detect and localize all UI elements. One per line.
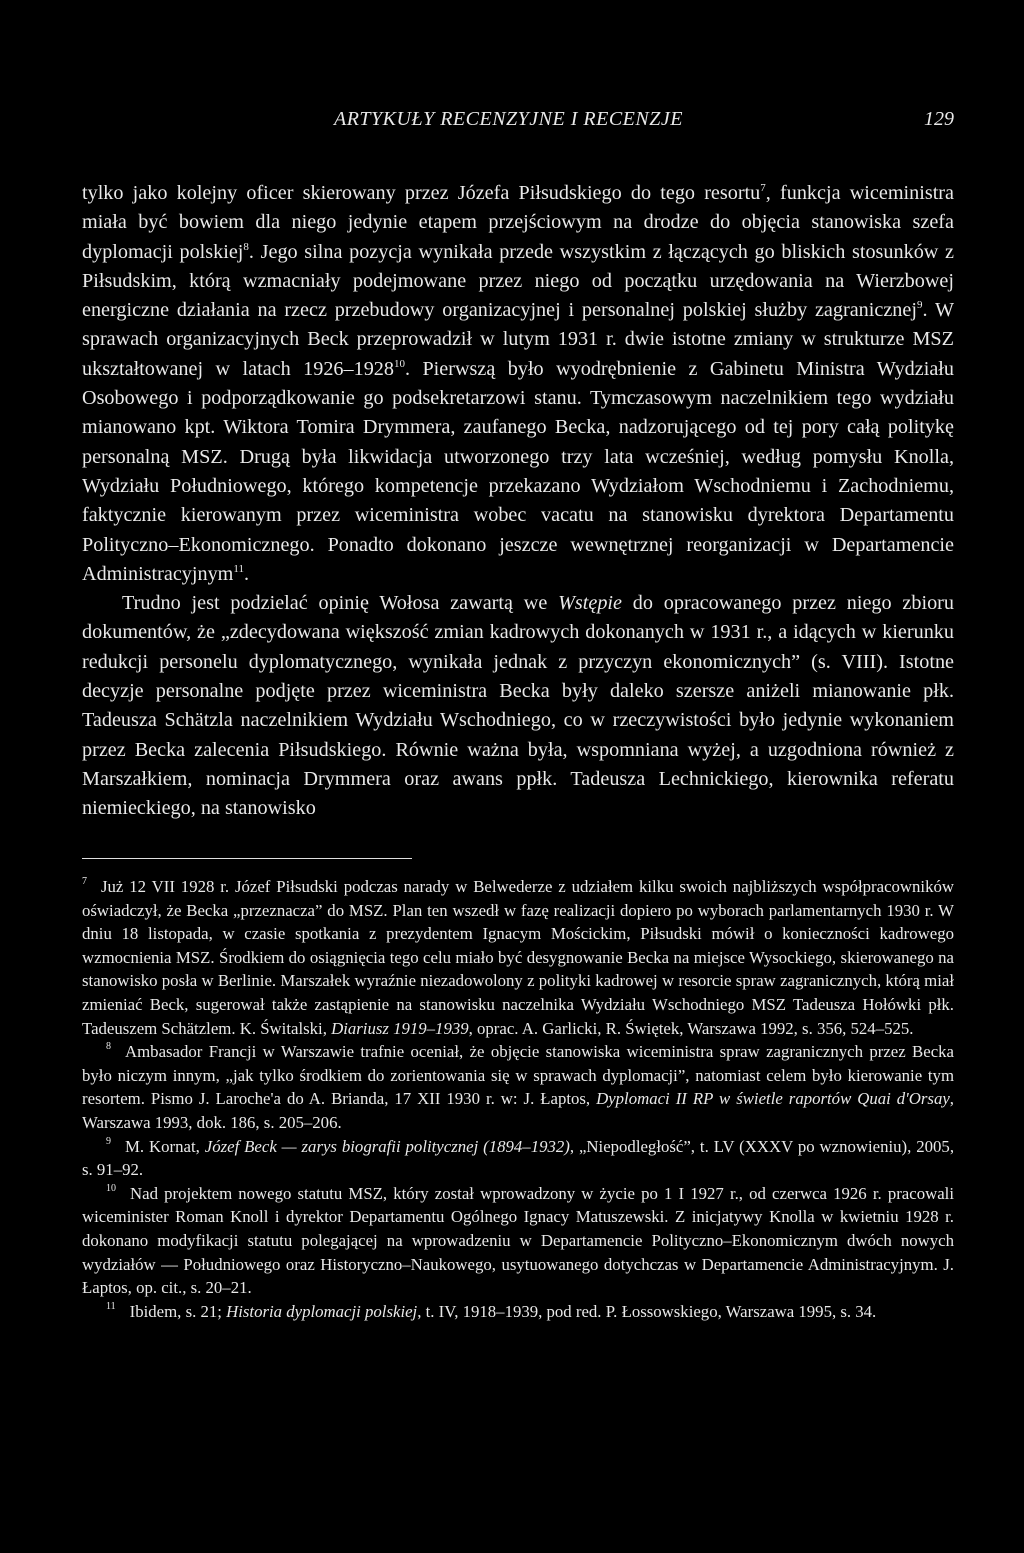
text-run: , funkcja wiceministra miała być bowiem dla niego jedynie etapem przejściowym na drodze do objęcia stanowiska szefa dyplomacji polskiej: [82, 182, 954, 263]
footnote-10: [82, 1182, 954, 1300]
footnote-ref-7: 7: [760, 182, 766, 194]
footnote-mark: 10: [106, 1182, 116, 1194]
italic-title: Historia dyplomacji polskiej: [226, 1301, 418, 1321]
text-run: Ambasador Francji w Warszawie trafnie oceniał, że objęcie stanowiska wiceministra spraw zagranicznych przez Becka było niczym innym, „jak tylko środkiem do zorientowania się w sprawach dyplomacji”, natomiast celem było kierowanie tym resortem. Pismo J. Laroche'a do A. Brianda, 17 XII 1930 r. w: J. Łaptos,: [82, 1042, 954, 1109]
text-run: . Jego silna pozycja wynikała przede wszystkim z łączących go bliskich stosunków z Piłsudskim, którą wzmacniały podejmowane przez niego od początku urzędowania na Wierzbowej energiczne działania na rzecz przebudowy organizacyjnej i personalnej polskiej służby zagranicznej: [82, 240, 954, 322]
running-title: ARTYKUŁY RECENZYJNE I RECENZJE: [334, 108, 683, 130]
text-run: Ibidem, s. 21;: [129, 1301, 227, 1321]
italic-title: Wstępie: [558, 592, 622, 615]
text-run: . W sprawach organizacyjnych Beck przeprowadził w lutym 1931 r. dwie istotne zmiany w strukturze MSZ ukształtowanej w latach 1926–1928: [82, 299, 954, 380]
text-run: Nad projektem nowego statutu MSZ, który został wprowadzony w życie po 1 I 1927 r., od czerwca 1926 r. pracowali wiceminister Roman Knoll i dyrektor Departamentu Ogólnego Ignacy Matuszewski. Z inicjatywy Knolla w kwietniu 1928 r. dokonano modyfikacji statutu polegającej na wprowadzeniu w Departamencie Polityczno–Ekonomicznym dwóch nowych wydziałów — Południowego oraz Historyczno–Naukowego, usytuowanego dotychczas w Departamencie Administracyjnym. J. Łaptos, op. cit., s. 20–21.: [82, 1183, 954, 1298]
running-header: [82, 108, 954, 138]
text-run: , t. IV, 1918–1939, pod red. P. Łossowskiego, Warszawa 1995, s. 34.: [417, 1301, 877, 1321]
text-run: . Pierwszą było wyodrębnienie z Gabinetu Ministra Wydziału Osobowego i podporządkowanie go podsekretarzowi stanu. Tymczasowym naczelnikiem tego wydziału mianowano kpt. Wiktora Tomira Drymmera, zaufanego Becka, nadzorującego od tej pory całą politykę personalną MSZ. Drugą była likwidacja utworzonego trzy lata wcześniej, według pomysłu Knolla, Wydziału Południowego, którego kompetencje przekazano Wydziałom Wschodniemu i Zachodniemu, faktycznie kierowanym przez wiceministra wobec vacatu na stanowisku dyrektora Departamentu Polityczno–Ekonomicznego. Ponadto dokonano jeszcze wewnętrznej reorganizacji w Departamencie Administracyjnym: [82, 357, 954, 585]
text-run: , oprac. A. Garlicki, R. Świętek, Warszawa 1992, s. 356, 524–525.: [468, 1018, 914, 1038]
italic-title: Dyplomaci II RP w świetle raportów Quai d'Orsay: [596, 1089, 950, 1109]
italic-title: Diariusz 1919–1939: [331, 1018, 469, 1038]
footnote-ref-10: 10: [393, 357, 405, 370]
footnote-11: [82, 1300, 954, 1324]
footnotes: [82, 875, 954, 1323]
footnote-8: [82, 1040, 954, 1134]
footnote-mark: 7: [82, 876, 87, 887]
text-run: , „Niepodległość”, t. LV (XXXV po wznowieniu), 2005, s. 91–92.: [82, 1136, 955, 1180]
main-text: [82, 179, 954, 824]
page-number: 129: [924, 108, 954, 130]
paragraph-2: [82, 589, 954, 823]
footnote-9: [82, 1135, 954, 1182]
text-run: Już 12 VII 1928 r. Józef Piłsudski podczas narady w Belwederze z udziałem kilku swoich najbliższych współpracowników oświadczył, że Becka „przeznacza” do MSZ. Plan ten wszedł w fazę realizacji dopiero po wyborach parlamentarnych 1930 r. W dniu 18 listopada, w czasie spotkania z prezydentem Ignacym Mościckim, Piłsudski mówił o konieczności kadrowego wzmocnienia MSZ. Środkiem do osiągnięcia tego celu miało być desygnowanie Becka na miejsce Wysockiego, skierowanego na stanowisko posła w Berlinie. Marszałek wyraźnie niezadowolony z polityki kadrowej w resorcie spraw zagranicznych, którą miał zmieniać Beck, sugerował także zastąpienie na stanowisku naczelnika Wydziału Wschodniego MSZ Tadeusza Hołówki płk. Tadeuszem Schätzlem. K. Świtalski,: [82, 877, 954, 1038]
text-run: , Warszawa 1993, dok. 186, s. 205–206.: [82, 1089, 954, 1132]
footnote-mark: 9: [106, 1135, 111, 1147]
text-run: do opracowanego przez niego zbioru dokumentów, że „zdecydowana większość zmian kadrowych dokonanych w 1931 r., a idących w kierunku redukcji personelu dyplomatycznego, wynikała jednak z przyczyn ekonomicznych” (s. VIII). Istotne decyzje personalne podjęte przez wiceministra Becka były daleko szersze aniżeli mianowanie płk. Tadeusza Schätzla naczelnikiem Wydziału Wschodniego, co w rzeczywistości było jedynie wykonaniem przez Becka zalecenia Piłsudskiego. Równie ważna była, wspomniana wyżej, a uzgodniona również z Marszałkiem, nominacja Drymmera oraz awans ppłk. Tadeusza Lechnickiego, kierownika referatu niemieckiego, na stanowisko: [82, 592, 954, 820]
text-run: .: [243, 562, 250, 585]
italic-title: Józef Beck — zarys biografii politycznej (1894–1932): [204, 1136, 570, 1156]
paragraph-1: [82, 179, 954, 589]
text-run: tylko jako kolejny oficer skierowany przez Józefa Piłsudskiego do tego resortu: [82, 182, 761, 204]
footnote-ref-11: 11: [233, 562, 244, 575]
footnote-7: [82, 875, 954, 1040]
text-run: Trudno jest podzielać opinię Wołosa zawartą we: [122, 592, 559, 615]
footnote-separator: [82, 858, 412, 859]
footnote-mark: 11: [106, 1300, 116, 1312]
footnote-ref-8: 8: [243, 240, 249, 253]
footnote-ref-9: 9: [916, 299, 923, 312]
footnote-mark: 8: [106, 1041, 111, 1053]
text-run: M. Kornat,: [125, 1136, 205, 1156]
